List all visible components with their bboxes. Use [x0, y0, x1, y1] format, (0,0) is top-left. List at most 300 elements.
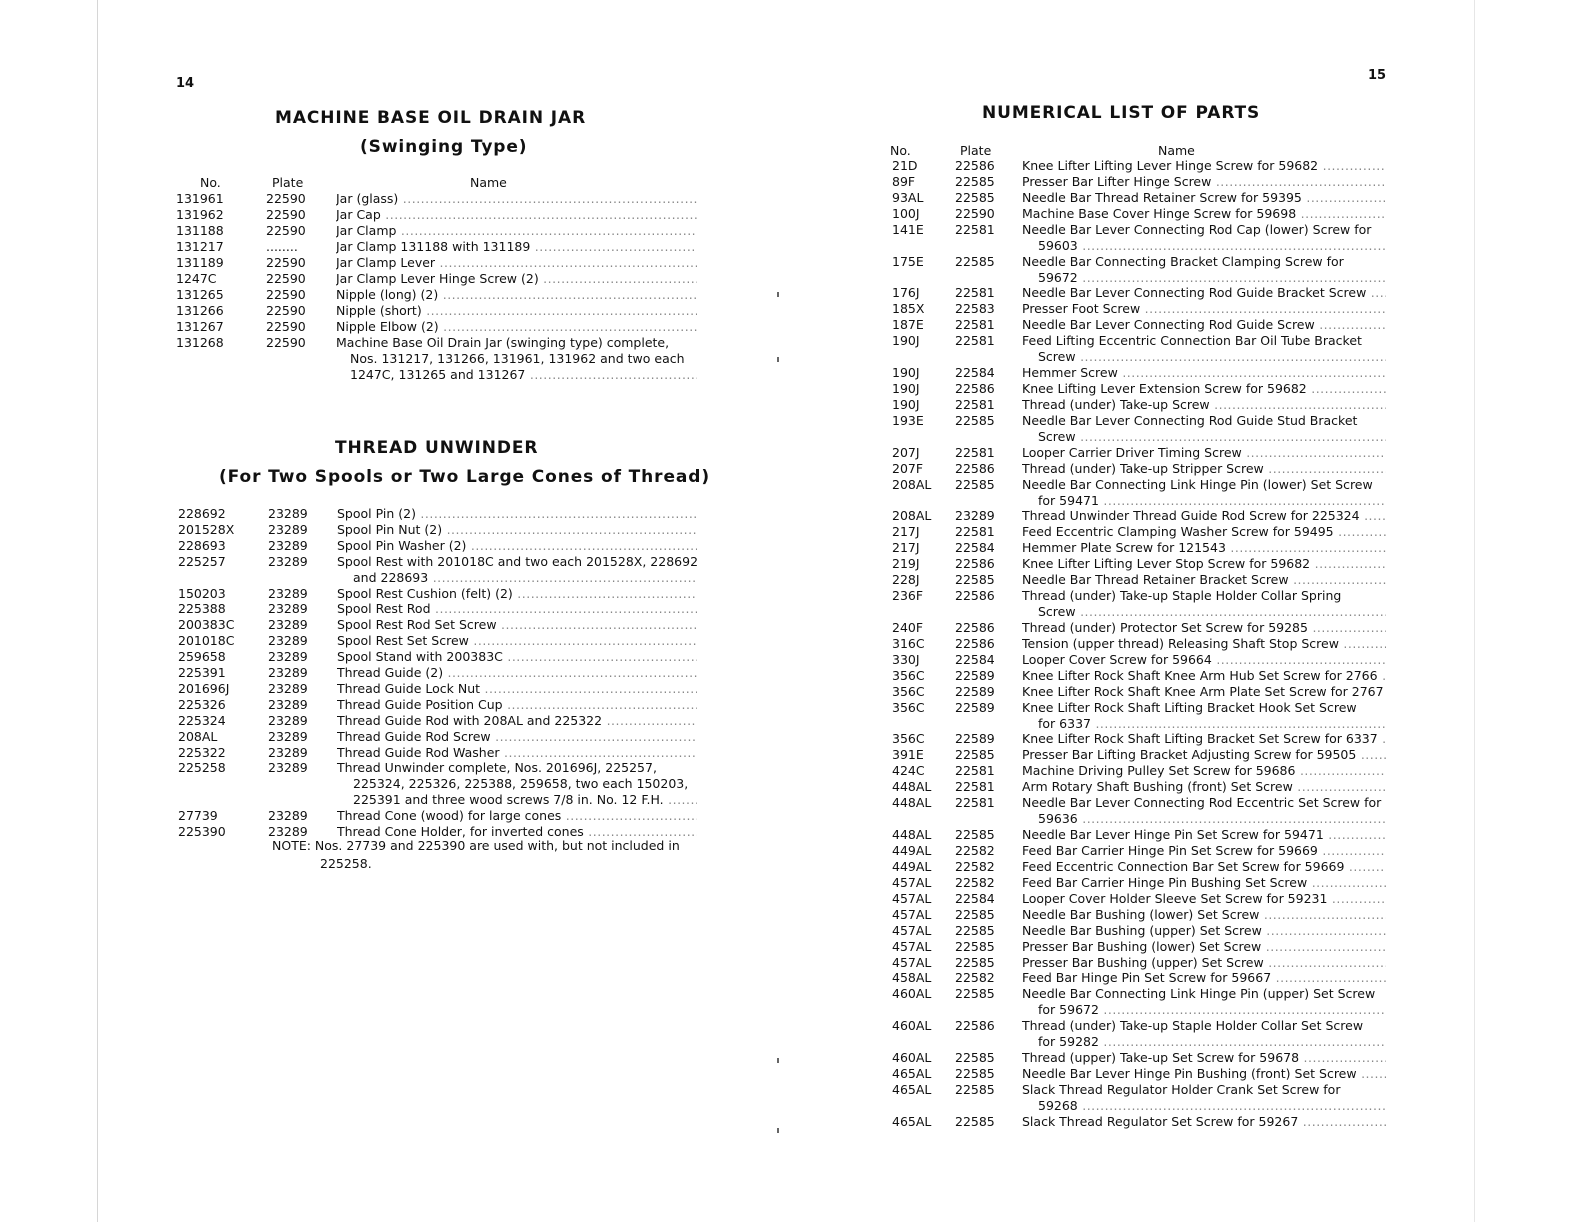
part-number: 236F: [892, 588, 924, 604]
part-number: 175E: [892, 253, 924, 269]
plate-number: 22590: [266, 287, 306, 302]
part-name: Jar (glass) .....: [336, 191, 697, 207]
part-number: 448AL: [892, 779, 932, 795]
plate-number: ........: [266, 239, 298, 254]
part-number: 225258: [178, 760, 226, 776]
note-line-1: NOTE: Nos. 27739 and 225390 are used with, but not included in: [272, 838, 680, 853]
part-number: 176J: [892, 285, 920, 301]
page-number-left: 14: [176, 76, 195, 91]
plate-number: 23289: [268, 728, 308, 744]
part-number: 131188: [176, 223, 224, 238]
plate-number: 22582: [955, 970, 995, 986]
part-number: 185X: [892, 301, 925, 317]
part-number: 208AL: [892, 476, 932, 492]
part-number: 424C: [892, 763, 925, 779]
part-name: for 6337 .....: [1038, 716, 1386, 732]
part-number: 457AL: [892, 954, 932, 970]
plate-number: 22585: [955, 1050, 995, 1066]
plate-number: 22585: [955, 1066, 995, 1081]
table-row: [0, 843, 1584, 859]
plate-number: 22581: [955, 317, 995, 333]
part-name: Thread Guide Rod Washer .....: [337, 745, 697, 761]
table-row: [0, 620, 1584, 636]
part-name: Needle Bar Lever Connecting Rod Guide Screw .....: [1022, 317, 1386, 333]
plate-number: 22581: [955, 795, 995, 811]
table-row-continuation: [0, 1034, 1584, 1050]
part-name: Needle Bar Lever Connecting Rod Eccentric Set Screw for: [1022, 795, 1382, 811]
page-number-right: 15: [1368, 68, 1387, 83]
plate-number: 22586: [955, 1018, 995, 1034]
part-number: 190J: [892, 333, 920, 349]
plate-number: 22585: [955, 412, 995, 428]
part-number: 259658: [178, 649, 226, 665]
plate-number: 22590: [266, 191, 306, 206]
plate-number: 22585: [955, 986, 995, 1002]
part-number: 131265: [176, 287, 224, 302]
table-row-continuation: [0, 1098, 1584, 1114]
plate-number: 22590: [266, 335, 306, 350]
part-number: 449AL: [892, 842, 932, 858]
plate-number: 22581: [955, 285, 995, 301]
part-number: 207J: [892, 444, 920, 460]
part-name: Needle Bar Thread Retainer Bracket Screw .....: [1022, 572, 1386, 588]
numerical-header-no: No.: [890, 143, 911, 158]
plate-number: 23289: [268, 585, 308, 601]
part-number: 330J: [892, 651, 920, 667]
plate-number: 22590: [266, 303, 306, 318]
plate-number: 22590: [266, 319, 306, 334]
table-row-continuation: [0, 1002, 1584, 1018]
part-name: Spool Stand with 200383C .....: [337, 649, 697, 665]
part-number: 391E: [892, 747, 924, 763]
plate-number: 22581: [955, 779, 995, 795]
part-name: Jar Clamp Lever Hinge Screw (2) .....: [336, 271, 697, 287]
plate-number: 22585: [955, 1081, 995, 1097]
table-row: [0, 970, 1584, 986]
part-name: Needle Bar Lever Connecting Rod Guide Stud Bracket: [1022, 412, 1358, 428]
part-number: 131961: [176, 191, 224, 206]
part-name: 225391 and three wood screws 7/8 in. No. 12 F.H. .....: [353, 792, 697, 808]
part-name: Jar Clamp 131188 with 131189 .....: [336, 239, 697, 255]
part-number: 225326: [178, 696, 226, 712]
oil-jar-header-plate: Plate: [272, 175, 304, 190]
plate-number: 22586: [955, 460, 995, 476]
table-row: [0, 827, 1584, 843]
part-number: 457AL: [892, 938, 932, 954]
part-number: 141E: [892, 221, 924, 237]
part-name: Jar Clamp .....: [336, 223, 697, 239]
part-number: 208AL: [178, 728, 218, 744]
part-number: 217J: [892, 540, 920, 556]
numerical-header-name: Name: [1158, 143, 1195, 158]
part-name: Feed Lifting Eccentric Connection Bar Oil Tube Bracket: [1022, 333, 1362, 349]
table-row: [0, 174, 1584, 190]
table-row: [0, 728, 1584, 747]
table-row: [0, 572, 1584, 588]
plate-number: 22585: [955, 173, 995, 189]
plate-number: 23289: [268, 553, 308, 569]
part-number: 219J: [892, 556, 920, 572]
plate-number: 22590: [266, 271, 306, 286]
plate-number: 22584: [955, 540, 995, 556]
part-name: Needle Bar Bushing (upper) Set Screw .....: [1022, 923, 1386, 939]
numerical-header-plate: Plate: [960, 143, 992, 158]
table-row-continuation: [0, 493, 1584, 509]
part-name: Thread Guide (2) .....: [337, 665, 697, 681]
part-name: Feed Eccentric Connection Bar Set Screw for 59669 .....: [1022, 859, 1386, 875]
part-name: Thread Cone (wood) for large cones .....: [337, 808, 697, 824]
part-name: for 59282 .....: [1038, 1034, 1386, 1050]
part-number: 465AL: [892, 1081, 932, 1097]
table-row: [0, 795, 1584, 811]
plate-number: 22589: [955, 683, 995, 699]
part-number: 458AL: [892, 970, 932, 986]
part-name: Hemmer Screw .....: [1022, 365, 1386, 381]
part-number: 356C: [892, 683, 925, 699]
table-row: [0, 285, 1584, 301]
part-name: Knee Lifter Rock Shaft Knee Arm Hub Set Screw for 2766 .....: [1022, 668, 1386, 684]
table-row: [0, 652, 1584, 668]
plate-number: 22586: [955, 619, 995, 635]
plate-number: 22584: [955, 890, 995, 906]
table-row: [0, 477, 1584, 493]
part-name: Nos. 131217, 131266, 131961, 131962 and two each: [350, 351, 685, 366]
part-name: Nipple (short) .....: [336, 303, 697, 319]
table-row: [0, 923, 1584, 939]
oil-jar-header-no: No.: [200, 175, 221, 190]
part-name: Machine Driving Pulley Set Screw for 59686 .....: [1022, 763, 1386, 779]
part-number: 190J: [892, 396, 920, 412]
part-name: Nipple Elbow (2) .....: [336, 319, 697, 335]
part-name: Thread (under) Protector Set Screw for 59285 .....: [1022, 620, 1386, 636]
table-row: [0, 381, 1584, 397]
part-number: 225391: [178, 665, 226, 680]
table-row: [0, 206, 1584, 222]
plate-number: 22585: [955, 922, 995, 938]
part-name: 1247C, 131265 and 131267 .....: [350, 367, 697, 383]
part-number: 225322: [178, 744, 226, 760]
table-row: [0, 939, 1584, 955]
unwinder-title: THREAD UNWINDER: [335, 438, 539, 458]
plate-number: 22585: [955, 954, 995, 970]
part-name: Feed Eccentric Clamping Washer Screw for 59495 .....: [1022, 524, 1386, 540]
part-name: Screw .....: [1038, 349, 1386, 365]
table-row: [0, 700, 1584, 716]
part-number: 356C: [892, 699, 925, 715]
part-name: Feed Bar Carrier Hinge Pin Set Screw for 59669 .....: [1022, 843, 1386, 859]
part-name: Thread Unwinder Thread Guide Rod Screw for 225324 .....: [1022, 508, 1386, 524]
part-number: 316C: [892, 635, 925, 651]
part-name: 59603 .....: [1038, 238, 1386, 254]
part-name: Thread Unwinder complete, Nos. 201696J, 225257,: [337, 760, 657, 776]
part-name: Presser Bar Lifter Hinge Screw .....: [1022, 174, 1386, 190]
plate-number: 22589: [955, 667, 995, 683]
part-name: Presser Bar Bushing (upper) Set Screw .....: [1022, 955, 1386, 971]
unwinder-subtitle: (For Two Spools or Two Large Cones of Thread): [219, 467, 710, 487]
part-number: 131962: [176, 207, 224, 222]
part-number: 193E: [892, 412, 924, 428]
plate-number: 22584: [955, 365, 995, 381]
table-row: [0, 222, 1584, 238]
plate-number: 22586: [955, 635, 995, 651]
part-number: 356C: [892, 731, 925, 747]
part-name: Hemmer Plate Screw for 121543 .....: [1022, 540, 1386, 556]
part-name: Needle Bar Connecting Link Hinge Pin (lower) Set Screw: [1022, 476, 1373, 492]
plate-number: 23289: [268, 649, 308, 665]
part-name: Slack Thread Regulator Set Screw for 59267 .....: [1022, 1114, 1386, 1130]
plate-number: 22590: [955, 205, 995, 221]
part-name: Thread (under) Take-up Staple Holder Collar Set Screw: [1022, 1018, 1364, 1034]
part-number: 21D: [892, 158, 918, 173]
part-number: 131266: [176, 303, 224, 318]
plate-number: 22581: [955, 221, 995, 237]
part-number: 448AL: [892, 795, 932, 811]
plate-number: 22589: [955, 699, 995, 715]
part-number: 201018C: [178, 633, 235, 649]
table-row-continuation: [0, 270, 1584, 286]
part-number: 457AL: [892, 922, 932, 938]
table-row: [0, 445, 1584, 461]
part-name: Knee Lifting Lever Extension Screw for 59682 .....: [1022, 381, 1386, 397]
part-name: Knee Lifter Rock Shaft Lifting Bracket Hook Set Screw: [1022, 699, 1357, 715]
table-row-continuation: [0, 429, 1584, 445]
plate-number: 22585: [955, 572, 995, 588]
part-number: 100J: [892, 205, 920, 221]
plate-number: 22586: [955, 588, 995, 604]
table-row: [0, 763, 1584, 779]
part-name: Spool Rest with 201018C and two each 201528X, 228692: [337, 553, 699, 569]
part-number: 460AL: [892, 986, 932, 1002]
part-name: Thread Guide Lock Nut .....: [337, 681, 697, 697]
part-number: 201528X: [178, 521, 235, 537]
part-number: 457AL: [892, 906, 932, 922]
plate-number: 23289: [268, 617, 308, 633]
part-name: Needle Bar Lever Connecting Rod Cap (lower) Screw for: [1022, 221, 1372, 237]
plate-number: 23289: [268, 521, 308, 537]
part-name: Screw .....: [1038, 604, 1386, 620]
part-name: Spool Rest Rod Set Screw .....: [337, 617, 697, 633]
plate-number: 22584: [955, 651, 995, 667]
table-row-continuation: [0, 716, 1584, 732]
oil-jar-subtitle: (Swinging Type): [360, 137, 528, 157]
table-row: [0, 684, 1584, 700]
table-row: [0, 158, 1584, 174]
part-number: 190J: [892, 365, 920, 381]
part-number: 217J: [892, 524, 920, 540]
part-name: Nipple (long) (2) .....: [336, 287, 697, 303]
table-row: [0, 744, 1584, 763]
plate-number: 22585: [955, 827, 995, 843]
plate-number: 23289: [268, 824, 308, 839]
part-name: 225324, 225326, 225388, 259658, two each 150203,: [353, 776, 689, 792]
plate-number: 22581: [955, 396, 995, 412]
part-name: and 228693 .....: [353, 570, 697, 586]
part-number: 200383C: [178, 617, 235, 633]
part-name: Presser Bar Lifting Bracket Adjusting Screw for 59505 .....: [1022, 747, 1386, 763]
part-name: Needle Bar Bushing (lower) Set Screw .....: [1022, 907, 1386, 923]
plate-number: 23289: [268, 744, 308, 760]
table-row: [0, 875, 1584, 891]
part-name: Needle Bar Connecting Bracket Clamping Screw for: [1022, 253, 1344, 269]
part-number: 228692: [178, 506, 226, 521]
part-number: 228J: [892, 572, 920, 588]
table-row: [0, 317, 1584, 333]
plate-number: 22585: [955, 1113, 995, 1129]
part-number: 465AL: [892, 1066, 932, 1081]
part-name: Thread Guide Rod with 208AL and 225322 .....: [337, 713, 697, 729]
plate-number: 22581: [955, 444, 995, 460]
part-name: Machine Base Cover Hinge Screw for 59698 .....: [1022, 206, 1386, 222]
part-number: 225324: [178, 712, 226, 728]
table-row-continuation: [0, 811, 1584, 827]
table-row-continuation: [0, 238, 1584, 254]
part-number: 240F: [892, 619, 924, 635]
table-row: [0, 1066, 1584, 1082]
part-number: 93AL: [892, 189, 924, 205]
table-row: [0, 508, 1584, 524]
table-row: [0, 413, 1584, 429]
table-row: [0, 553, 1584, 572]
plate-number: 22585: [955, 476, 995, 492]
part-name: Spool Pin Nut (2) .....: [337, 522, 697, 538]
oil-jar-title: MACHINE BASE OIL DRAIN JAR: [275, 108, 587, 128]
plate-number: 22586: [955, 556, 995, 572]
plate-number: 23289: [268, 633, 308, 649]
part-name: Spool Pin Washer (2) .....: [337, 538, 697, 554]
part-name: Jar Cap .....: [336, 207, 697, 223]
plate-number: 23289: [268, 601, 308, 617]
part-number: 89F: [892, 173, 916, 189]
part-name: Thread (upper) Take-up Set Screw for 59678 .....: [1022, 1050, 1386, 1066]
part-number: 448AL: [892, 827, 932, 843]
part-number: 225390: [178, 824, 226, 839]
part-name: Thread (under) Take-up Stripper Screw .....: [1022, 461, 1386, 477]
part-name: Needle Bar Lever Hinge Pin Bushing (front) Set Screw .....: [1022, 1066, 1386, 1082]
plate-number: 22581: [955, 333, 995, 349]
part-name: Feed Bar Hinge Pin Set Screw for 59667 .....: [1022, 970, 1386, 986]
table-row: [0, 668, 1584, 684]
plate-number: 22585: [955, 906, 995, 922]
table-row: [0, 301, 1584, 317]
part-number: 1247C: [176, 271, 217, 286]
part-number: 187E: [892, 317, 924, 333]
part-name: Knee Lifter Rock Shaft Lifting Bracket Set Screw for 6337 .....: [1022, 731, 1386, 747]
part-name: Spool Pin (2) .....: [337, 506, 697, 522]
table-row-continuation: [0, 349, 1584, 365]
table-row: [0, 585, 1584, 604]
plate-number: 22585: [955, 253, 995, 269]
plate-number: 22586: [955, 381, 995, 397]
part-name: Arm Rotary Shaft Bushing (front) Set Screw .....: [1022, 779, 1386, 795]
part-number: 131217: [176, 239, 224, 254]
plate-number: 23289: [268, 537, 308, 553]
plate-number: 22582: [955, 874, 995, 890]
part-name: Thread Guide Position Cup .....: [337, 697, 697, 713]
plate-number: 23289: [268, 696, 308, 712]
table-row: [0, 1050, 1584, 1066]
plate-number: 23289: [268, 665, 308, 680]
table-row: [0, 955, 1584, 971]
table-row: [0, 1114, 1584, 1130]
plate-number: 22585: [955, 747, 995, 763]
part-number: 208AL: [892, 508, 932, 524]
part-number: 150203: [178, 585, 226, 601]
part-number: 228693: [178, 537, 226, 553]
part-name: Thread Cone Holder, for inverted cones .....: [337, 824, 697, 840]
part-number: 207F: [892, 460, 924, 476]
table-row: [0, 254, 1584, 270]
part-name: Looper Carrier Driver Timing Screw .....: [1022, 445, 1386, 461]
plate-number: 23289: [268, 680, 308, 696]
table-row: [0, 1082, 1584, 1098]
part-name: Feed Bar Carrier Hinge Pin Bushing Set Screw .....: [1022, 875, 1386, 891]
table-row: [0, 859, 1584, 875]
plate-number: 22590: [266, 255, 306, 270]
plate-number: 22583: [955, 301, 995, 317]
plate-number: 23289: [955, 508, 995, 524]
part-name: Spool Rest Rod .....: [337, 601, 697, 617]
plate-number: 22581: [955, 524, 995, 540]
part-name: Jar Clamp Lever .....: [336, 255, 697, 271]
part-name: Needle Bar Thread Retainer Screw for 59395 .....: [1022, 190, 1386, 206]
part-name: for 59672 .....: [1038, 1002, 1386, 1018]
part-name: 59636 .....: [1038, 811, 1386, 827]
plate-number: 22585: [955, 189, 995, 205]
table-row: [0, 521, 1584, 540]
part-name: Machine Base Oil Drain Jar (swinging type) complete,: [336, 335, 670, 350]
part-number: 457AL: [892, 890, 932, 906]
part-number: 460AL: [892, 1050, 932, 1066]
table-row: [0, 779, 1584, 795]
part-name: Knee Lifter Lifting Lever Stop Screw for 59682 .....: [1022, 556, 1386, 572]
part-number: 27739: [178, 808, 218, 824]
plate-number: 23289: [268, 712, 308, 728]
part-number: 356C: [892, 667, 925, 683]
part-number: 225388: [178, 601, 226, 617]
plate-number: 22582: [955, 842, 995, 858]
part-name: for 59471 .....: [1038, 493, 1386, 509]
plate-number: 22590: [266, 207, 306, 222]
part-name: Thread (under) Take-up Staple Holder Collar Spring: [1022, 588, 1342, 604]
part-name: Thread Guide Rod Screw .....: [337, 729, 697, 745]
table-row: [0, 190, 1584, 206]
part-number: 460AL: [892, 1018, 932, 1034]
table-row: [0, 537, 1584, 556]
part-name: Knee Lifter Lifting Lever Hinge Screw for 59682 .....: [1022, 158, 1386, 174]
table-row: [0, 461, 1584, 477]
part-name: Thread (under) Take-up Screw .....: [1022, 397, 1386, 413]
table-row: [0, 636, 1584, 652]
plate-number: 22586: [955, 158, 995, 173]
part-name: 59672 .....: [1038, 270, 1386, 286]
part-number: 131189: [176, 255, 224, 270]
plate-number: 22585: [955, 938, 995, 954]
part-name: Looper Cover Holder Sleeve Set Screw for 59231 .....: [1022, 891, 1386, 907]
numerical-list-title: NUMERICAL LIST OF PARTS: [982, 103, 1261, 123]
plate-number: 22582: [955, 858, 995, 874]
part-name: Presser Foot Screw .....: [1022, 301, 1386, 317]
table-row: [0, 365, 1584, 381]
part-name: Spool Rest Cushion (felt) (2) .....: [337, 586, 697, 602]
table-row: [0, 907, 1584, 923]
part-name: Looper Cover Screw for 59664 .....: [1022, 652, 1386, 668]
part-name: Needle Bar Connecting Link Hinge Pin (upper) Set Screw: [1022, 986, 1376, 1002]
note-line-2: 225258.: [320, 856, 372, 871]
table-row: [0, 891, 1584, 907]
part-name: 59268 .....: [1038, 1098, 1386, 1114]
part-name: Knee Lifter Rock Shaft Knee Arm Plate Set Screw for 2767 .....: [1022, 684, 1386, 700]
oil-jar-header-name: Name: [470, 175, 507, 190]
